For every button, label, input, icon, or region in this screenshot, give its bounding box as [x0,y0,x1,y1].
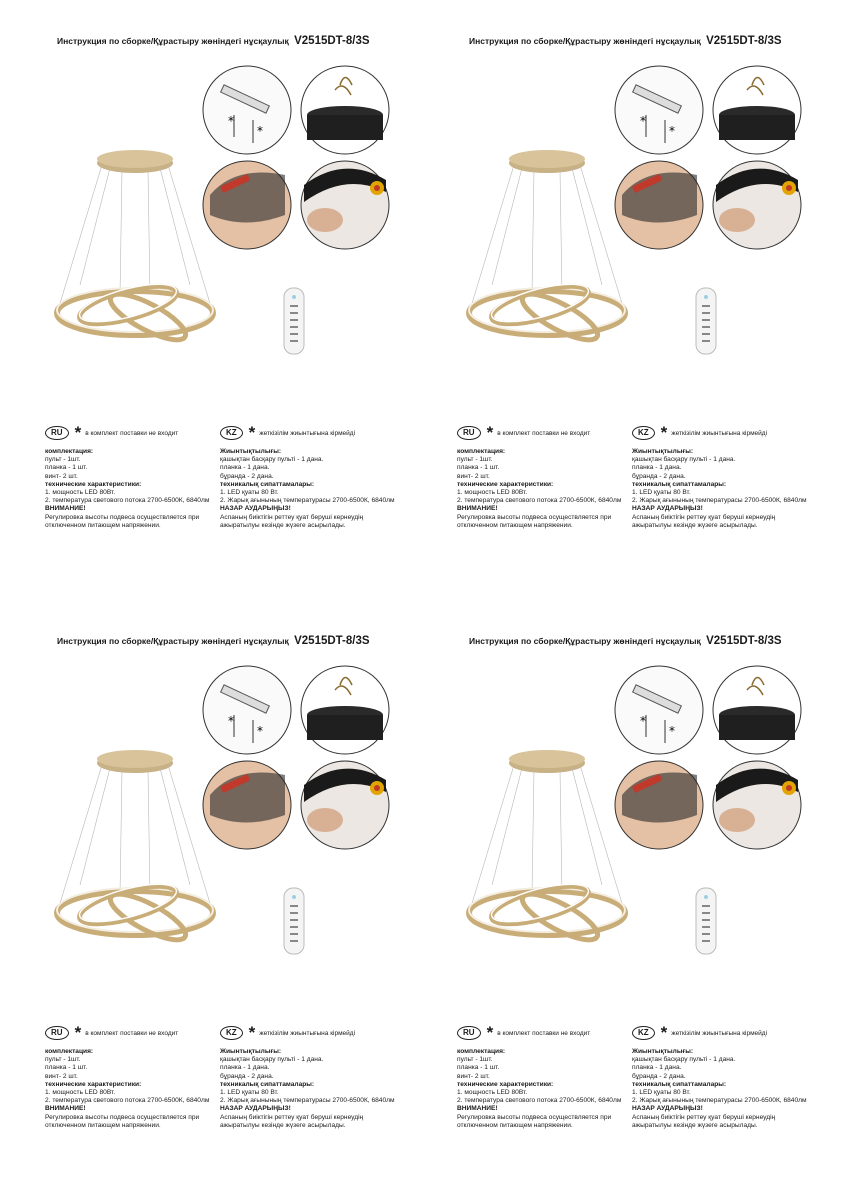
chandelier-image [462,745,632,960]
chandelier-image [462,145,632,360]
model-number: V2515DT-8/3S [294,635,370,647]
kz-specifications [632,448,807,530]
spec-line: қашықтан басқару пульті - 1 дана. [632,456,736,464]
spec-line: планка - 1 дана. [220,464,270,472]
ru-note: в комплект поставки не входит [497,1029,591,1037]
title-text: Инструкция по сборке/Құрастыру жөніндегі нұсқаулық [57,36,289,46]
title-text: Инструкция по сборке/Құрастыру жөніндегі нұсқаулық [469,636,701,646]
spec-line: винт- 2 шт. [457,472,490,480]
asterisk-icon: * [486,1023,494,1042]
kz-note: жеткізілім жиынтығына кірмейді [259,429,356,437]
spec-line: 2. Жарық ағынының температурасы 2700-6500К, 6840лм [220,1097,395,1105]
spec-line: Жиынтықтылығы: [632,448,694,455]
spec-line: техникалық сипаттамалары: [632,1080,727,1088]
mounting-steps-image [200,665,395,850]
asterisk-icon: * [248,1023,256,1042]
spec-line: 2. Жарық ағынының температурасы 2700-6500К, 6840лм [220,497,395,505]
spec-line: Регулировка высоты подвеса осуществляется при отключенном питающем напряжении. [457,513,612,529]
spec-line: Регулировка высоты подвеса осуществляется при отключенном питающем напряжении. [45,513,200,529]
spec-line: планка - 1 шт. [45,1064,88,1072]
mounting-steps-image [612,65,807,250]
title-text: Инструкция по сборке/Құрастыру жөніндегі нұсқаулық [57,636,289,646]
remote-control-image [692,287,720,355]
asterisk-icon: * [248,423,256,442]
kz-badge: KZ [220,1026,243,1040]
spec-line: Аспаның биіктігін реттеу қуат беруші кернеудің ажыратылуы кезінде жүзеге асырылады. [632,513,776,529]
spec-line: бұранда - 2 дана. [220,472,274,480]
instruction-title [57,635,370,647]
ru-specifications [45,448,220,530]
asterisk-icon: * [486,423,494,442]
instruction-title [469,35,782,47]
spec-line: 1. мощность LED 80Вт. [45,489,116,497]
svg-text:*: * [669,724,675,738]
svg-text:*: * [228,114,234,128]
spec-line: 2. Жарық ағынының температурасы 2700-6500К, 6840лм [632,1097,807,1105]
ru-not-included-note [457,423,591,442]
kz-badge: KZ [220,426,243,440]
model-number: V2515DT-8/3S [706,635,782,647]
spec-line: винт- 2 шт. [45,1072,78,1080]
kz-note: жеткізілім жиынтығына кірмейді [671,429,768,437]
spec-line: Аспаның биіктігін реттеу қуат беруші кернеудің ажыратылуы кезінде жүзеге асырылады. [220,513,364,529]
ru-not-included-note [457,1023,591,1042]
spec-line: техникалық сипаттамалары: [220,480,315,488]
model-number: V2515DT-8/3S [706,35,782,47]
spec-line: технические характеристики: [457,1080,554,1088]
remote-control-image [280,887,308,955]
spec-line: 1. LED қуаты 80 Вт. [632,489,691,497]
spec-line: винт- 2 шт. [45,472,78,480]
spec-line: планка - 1 дана. [632,1064,682,1072]
spec-line: Аспаның биіктігін реттеу қуат беруші кернеудің ажыратылуы кезінде жүзеге асырылады. [220,1113,364,1129]
mounting-steps-image [612,665,807,850]
spec-line: 2. температура светового потока 2700-6500К, 6840лм [457,497,622,505]
kz-not-included-note [220,423,356,442]
chandelier-image [50,145,220,360]
svg-text:*: * [640,114,646,128]
kz-not-included-note [632,1023,768,1042]
ru-note: в комплект поставки не входит [85,429,179,437]
kz-not-included-note [632,423,768,442]
kz-specifications [220,448,395,530]
asterisk-icon: * [74,1023,82,1042]
spec-line: ВНИМАНИЕ! [45,505,86,513]
kz-badge: KZ [632,426,655,440]
ru-specifications [457,448,632,530]
spec-line: планка - 1 шт. [457,464,500,472]
ru-badge: RU [457,426,481,440]
remote-control-image [280,287,308,355]
spec-line: комплектация: [45,1048,94,1055]
spec-line: бұранда - 2 дана. [632,1072,686,1080]
instruction-panel [0,0,412,598]
spec-line: Жиынтықтылығы: [220,1048,282,1055]
kz-note: жеткізілім жиынтығына кірмейді [671,1029,768,1037]
spec-line: 1. LED қуаты 80 Вт. [220,489,279,497]
svg-text:*: * [669,124,675,138]
spec-line: 2. температура светового потока 2700-6500К, 6840лм [45,497,210,505]
spec-line: пульт - 1шт. [457,1056,493,1064]
spec-line: комплектация: [45,448,94,455]
spec-line: қашықтан басқару пульті - 1 дана. [220,1056,324,1064]
asterisk-icon: * [74,423,82,442]
spec-line: НАЗАР АУДАРЫҢЫЗ! [220,1105,291,1113]
ru-badge: RU [45,426,69,440]
ru-not-included-note [45,423,179,442]
spec-line: пульт - 1шт. [45,456,81,464]
spec-line: қашықтан басқару пульті - 1 дана. [220,456,324,464]
spec-line: комплектация: [457,1048,506,1055]
model-number: V2515DT-8/3S [294,35,370,47]
spec-line: технические характеристики: [45,480,142,488]
kz-badge: KZ [632,1026,655,1040]
spec-line: техникалық сипаттамалары: [632,480,727,488]
instruction-panel [0,600,412,1198]
spec-line: 1. мощность LED 80Вт. [457,489,528,497]
kz-specifications [632,1048,807,1130]
ru-not-included-note [45,1023,179,1042]
spec-line: 1. мощность LED 80Вт. [457,1089,528,1097]
instruction-panel [412,600,824,1198]
spec-line: планка - 1 дана. [632,464,682,472]
spec-line: пульт - 1шт. [45,1056,81,1064]
spec-line: НАЗАР АУДАРЫҢЫЗ! [632,505,703,513]
spec-line: қашықтан басқару пульті - 1 дана. [632,1056,736,1064]
kz-note: жеткізілім жиынтығына кірмейді [259,1029,356,1037]
asterisk-icon: * [660,423,668,442]
spec-line: ВНИМАНИЕ! [457,505,498,513]
instruction-title [469,635,782,647]
spec-line: ВНИМАНИЕ! [45,1105,86,1113]
spec-line: винт- 2 шт. [457,1072,490,1080]
spec-line: Регулировка высоты подвеса осуществляется при отключенном питающем напряжении. [457,1113,612,1129]
mounting-steps-image [200,65,395,250]
spec-line: планка - 1 шт. [45,464,88,472]
svg-text:*: * [257,724,263,738]
spec-line: комплектация: [457,448,506,455]
spec-line: 2. температура светового потока 2700-6500К, 6840лм [45,1097,210,1105]
spec-line: планка - 1 дана. [220,1064,270,1072]
spec-line: пульт - 1шт. [457,456,493,464]
spec-line: бұранда - 2 дана. [220,1072,274,1080]
spec-line: Регулировка высоты подвеса осуществляется при отключенном питающем напряжении. [45,1113,200,1129]
spec-line: 1. LED қуаты 80 Вт. [220,1089,279,1097]
instruction-panel [412,0,824,598]
chandelier-image [50,745,220,960]
ru-note: в комплект поставки не входит [497,429,591,437]
svg-text:*: * [257,124,263,138]
spec-line: Аспаның биіктігін реттеу қуат беруші кернеудің ажыратылуы кезінде жүзеге асырылады. [632,1113,776,1129]
ru-badge: RU [457,1026,481,1040]
svg-text:*: * [640,714,646,728]
spec-line: ВНИМАНИЕ! [457,1105,498,1113]
spec-line: Жиынтықтылығы: [220,448,282,455]
spec-line: НАЗАР АУДАРЫҢЫЗ! [632,1105,703,1113]
spec-line: 2. Жарық ағынының температурасы 2700-6500К, 6840лм [632,497,807,505]
spec-line: НАЗАР АУДАРЫҢЫЗ! [220,505,291,513]
ru-badge: RU [45,1026,69,1040]
spec-line: технические характеристики: [45,1080,142,1088]
instruction-title [57,35,370,47]
spec-line: 2. температура светового потока 2700-6500К, 6840лм [457,1097,622,1105]
spec-line: 1. LED қуаты 80 Вт. [632,1089,691,1097]
spec-line: Жиынтықтылығы: [632,1048,694,1055]
title-text: Инструкция по сборке/Құрастыру жөніндегі нұсқаулық [469,36,701,46]
kz-not-included-note [220,1023,356,1042]
spec-line: планка - 1 шт. [457,1064,500,1072]
svg-text:*: * [228,714,234,728]
ru-specifications [45,1048,220,1130]
asterisk-icon: * [660,1023,668,1042]
spec-line: технические характеристики: [457,480,554,488]
ru-specifications [457,1048,632,1130]
spec-line: 1. мощность LED 80Вт. [45,1089,116,1097]
ru-note: в комплект поставки не входит [85,1029,179,1037]
spec-line: бұранда - 2 дана. [632,472,686,480]
kz-specifications [220,1048,395,1130]
remote-control-image [692,887,720,955]
spec-line: техникалық сипаттамалары: [220,1080,315,1088]
